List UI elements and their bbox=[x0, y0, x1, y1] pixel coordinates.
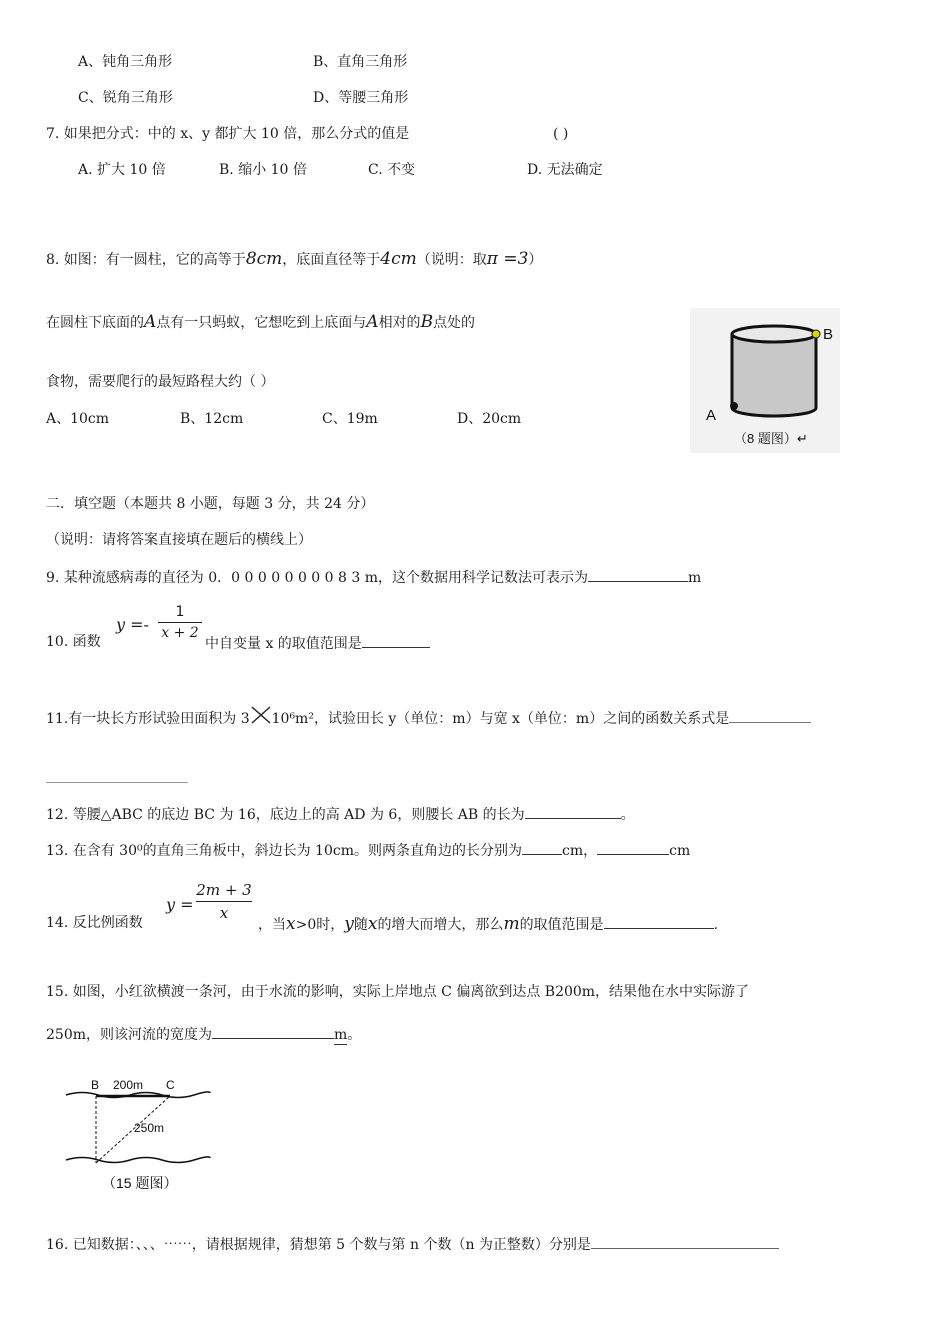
q14-numerator: 2m + 3 bbox=[196, 881, 252, 899]
q15-line2 bbox=[46, 1024, 361, 1045]
q11-text-a: 11.有一块长方形试验田面积为 3 bbox=[46, 711, 250, 727]
q10-denominator: x + 2 bbox=[161, 625, 199, 641]
q16-text: 16. 已知数据：、、、⋯⋯，请根据规律，猜想第 5 个数与第 n 个数（n 为正整数）分别是 bbox=[46, 1237, 591, 1253]
q8-point-b: B bbox=[420, 312, 434, 332]
q13-mid: cm， bbox=[561, 843, 598, 859]
q8-line1-d: ） bbox=[528, 252, 543, 268]
q11-line bbox=[46, 705, 811, 728]
q14-end: . bbox=[713, 917, 719, 933]
fig15-label-c: C bbox=[166, 1078, 175, 1092]
q8-option-c: C、19m bbox=[322, 411, 378, 427]
q12-line bbox=[46, 804, 635, 824]
q11-answer-blank-continued[interactable] bbox=[46, 782, 188, 783]
fig15-label-250m: 250m bbox=[134, 1121, 165, 1135]
q8-line2-d: 点处的 bbox=[433, 315, 476, 331]
q14-m1: m bbox=[503, 914, 520, 934]
q10-suffix: 中自变量 x 的取值范围是 bbox=[205, 636, 362, 652]
q8-line1-b: ，底面直径等于 bbox=[282, 252, 381, 268]
q12-end: 。 bbox=[620, 807, 635, 823]
q7-option-b: B. 缩小 10 倍 bbox=[219, 162, 307, 178]
q6-option-d: D、等腰三角形 bbox=[313, 90, 409, 106]
q9-line bbox=[46, 567, 701, 587]
q12-answer-blank[interactable] bbox=[525, 804, 621, 819]
q14-fraction bbox=[196, 881, 252, 922]
fig15-label-b: B bbox=[91, 1078, 100, 1092]
q14-x2: x bbox=[367, 914, 378, 934]
q11-answer-blank[interactable] bbox=[729, 708, 811, 723]
q14-t4: 的增大而增大，那么 bbox=[377, 917, 504, 933]
q14-line bbox=[258, 914, 718, 934]
q7-option-c: C. 不变 bbox=[368, 162, 416, 178]
q15-unit: m bbox=[334, 1027, 348, 1043]
q9-answer-blank[interactable] bbox=[588, 567, 688, 582]
point-b-dot bbox=[812, 330, 820, 338]
q8-height: 8cm bbox=[245, 249, 283, 269]
q16-line bbox=[46, 1234, 779, 1254]
q8-option-b: B、12cm bbox=[180, 411, 244, 427]
q10-y-eq: y =- bbox=[116, 615, 149, 634]
q8-line2-b: 点有一只蚂蚁，它想吃到上底面与 bbox=[156, 315, 367, 331]
q8-line1 bbox=[46, 250, 542, 269]
q8-line2-a: 在圆柱下底面的 bbox=[46, 315, 144, 331]
q12-text: 12. 等腰△ABC 的底边 BC 为 16，底边上的高 AD 为 6，则腰长 AB 的长为 bbox=[46, 807, 525, 823]
point-a-dot bbox=[730, 402, 738, 410]
section2-note: （说明：请将答案直接填在题后的横线上） bbox=[46, 532, 312, 548]
q13-answer-blank-1[interactable] bbox=[522, 840, 562, 855]
q13-line bbox=[46, 840, 690, 860]
q9-text: 9. 某种流感病毒的直径为 0．0 0 0 0 0 0 0 0 8 3 m，这个数据用科学记数法可表示为 bbox=[46, 570, 589, 586]
river-diagram bbox=[62, 1074, 212, 1198]
q13-end: cm bbox=[669, 843, 691, 859]
q8-option-a: A、10cm bbox=[46, 411, 110, 427]
q6-option-c: C、锐角三角形 bbox=[78, 90, 173, 106]
q15-line1: 15. 如图，小红欲横渡一条河，由于水流的影响，实际上岸地点 C 偏离欲到达点 B200m，结果他在水中实际游了 bbox=[46, 984, 750, 1000]
fig8-label-b: B bbox=[823, 326, 834, 343]
section2-title: 二．填空题（本题共 8 小题，每题 3 分，共 24 分） bbox=[46, 496, 375, 512]
q15-line2-text: 250m，则该河流的宽度为 bbox=[46, 1027, 212, 1043]
q9-unit: m bbox=[688, 570, 702, 586]
q8-pi: π =3 bbox=[486, 249, 529, 269]
cylinder-diagram bbox=[690, 308, 840, 453]
q14-y1: y bbox=[344, 914, 354, 934]
q8-option-d: D、20cm bbox=[457, 411, 522, 427]
q10-fraction bbox=[158, 604, 202, 641]
q15-answer-blank[interactable] bbox=[212, 1024, 334, 1039]
q7-option-a: A. 扩大 10 倍 bbox=[78, 162, 166, 178]
q6-option-a: A、钝角三角形 bbox=[78, 54, 173, 70]
q10-numerator: 1 bbox=[175, 604, 185, 620]
multiply-sign-icon bbox=[250, 705, 272, 725]
q7-option-d: D. 无法确定 bbox=[527, 162, 603, 178]
fig8-caption: （8 题图）↵ bbox=[734, 431, 808, 446]
q10-prefix: 10. 函数 bbox=[46, 634, 101, 650]
q14-y-eq: y = bbox=[166, 895, 194, 914]
q8-point-a: A bbox=[144, 312, 157, 332]
q14-t1: ，当 bbox=[258, 917, 286, 933]
q8-diameter: 4cm bbox=[380, 249, 417, 269]
q7-answer-paren: ( ) bbox=[553, 126, 569, 142]
q6-option-b: B、直角三角形 bbox=[313, 54, 408, 70]
q14-t3: 随 bbox=[353, 917, 368, 933]
q13-text: 13. 在含有 30⁰的直角三角板中，斜边长为 10cm。则两条直角边的长分别为 bbox=[46, 843, 522, 859]
q14-prefix: 14. 反比例函数 bbox=[46, 915, 143, 931]
q15-river-figure bbox=[62, 1074, 212, 1198]
q15-end: 。 bbox=[347, 1027, 362, 1043]
q14-x1: x bbox=[286, 914, 296, 934]
q10-suffix-line bbox=[205, 633, 430, 653]
q16-answer-blank[interactable] bbox=[591, 1234, 779, 1249]
q7-text: 7. 如果把分式：中的 x、y 都扩大 10 倍，那么分式的值是 bbox=[46, 126, 410, 142]
q14-t2: >0时， bbox=[295, 917, 345, 933]
q14-t5: 的取值范围是 bbox=[519, 917, 604, 933]
q8-line1-c: （说明：取 bbox=[416, 252, 487, 268]
q11-text-b: 10⁶m²，试验田长 y（单位：m）与宽 x（单位：m）之间的函数关系式是 bbox=[271, 711, 730, 727]
q8-line2 bbox=[46, 313, 475, 332]
q10-answer-blank[interactable] bbox=[362, 633, 430, 648]
q8-line3: 食物，需要爬行的最短路程大约（ ） bbox=[46, 374, 275, 390]
q14-answer-blank[interactable] bbox=[604, 914, 714, 929]
fig8-label-a: A bbox=[706, 407, 717, 424]
q14-denominator: x bbox=[219, 904, 229, 922]
q8-line2-c: 相对的 bbox=[378, 315, 421, 331]
fig15-caption: （15 题图） bbox=[102, 1175, 178, 1191]
q8-cylinder-figure bbox=[690, 308, 840, 453]
fig15-label-200m: 200m bbox=[113, 1078, 144, 1092]
q13-answer-blank-2[interactable] bbox=[597, 840, 669, 855]
q8-line1-a: 8. 如图：有一圆柱，它的高等于 bbox=[46, 252, 246, 268]
q8-point-a2: A bbox=[366, 312, 379, 332]
